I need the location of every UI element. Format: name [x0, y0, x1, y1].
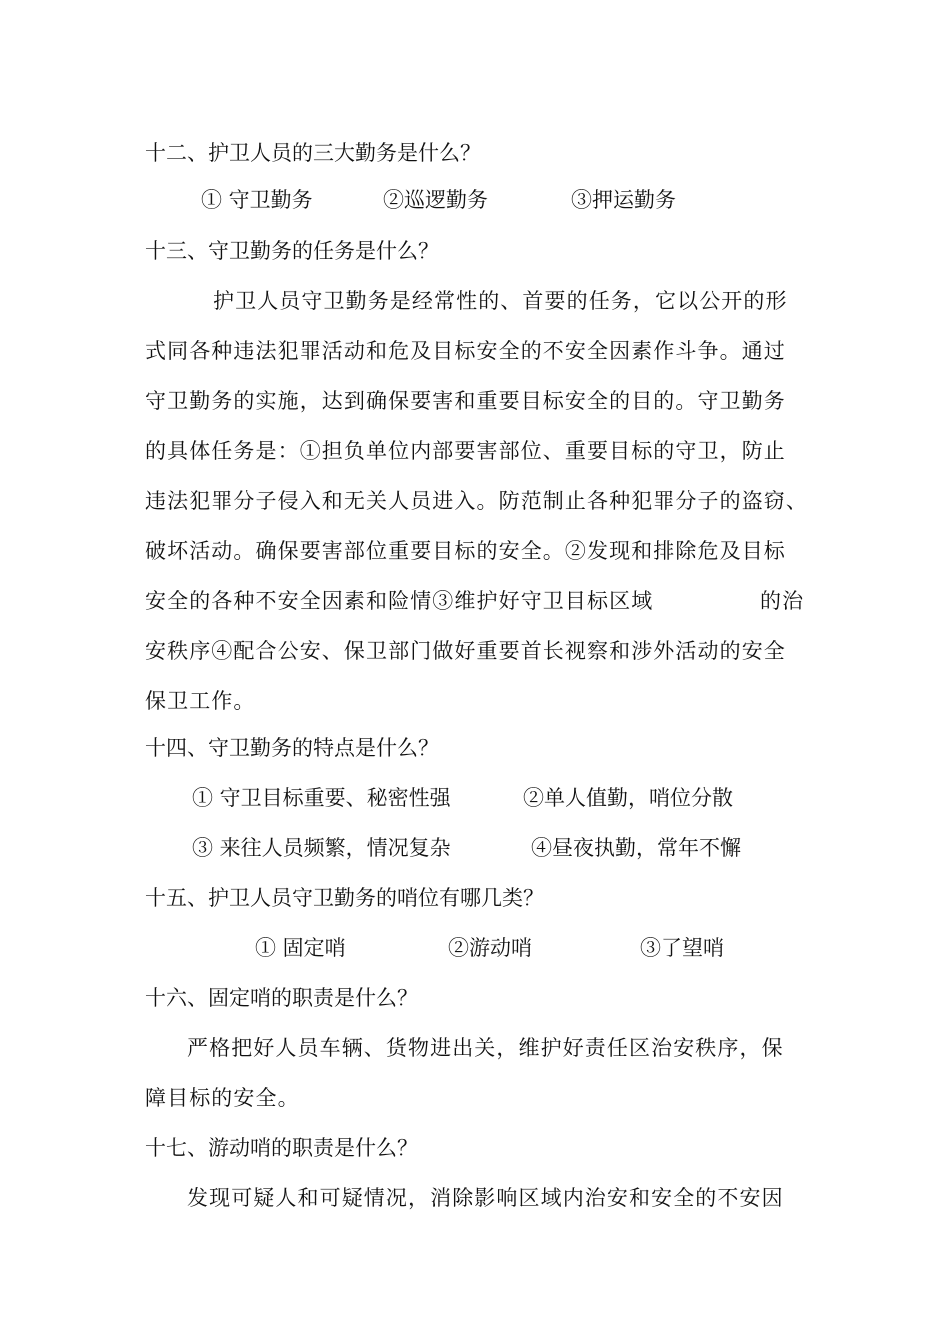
answer-13-line-1: 护卫人员守卫勤务是经常性的、首要的任务，它以公开的形 [213, 289, 788, 313]
option-1: ① 固定哨 [255, 936, 346, 960]
answer-13-line-9: 保卫工作。 [145, 689, 256, 713]
option-2: ②游动哨 [448, 936, 532, 960]
option-3: ③押运勤务 [571, 188, 676, 212]
option-2: ②巡逻勤务 [383, 188, 488, 212]
answer-13-line-8: 安秩序④配合公安、保卫部门做好重要首长视察和涉外活动的安全 [145, 639, 786, 663]
question-13-title: 十三、守卫勤务的任务是什么？ [145, 239, 439, 263]
option-1: ① 守卫勤务 [201, 188, 313, 212]
question-15-title: 十五、护卫人员守卫勤务的哨位有哪几类？ [145, 886, 544, 910]
answer-13-line-7-start: 安全的各种不安全因素和险情③维护好守卫目标区域 [145, 589, 654, 613]
option-3: ③了望哨 [640, 936, 724, 960]
answer-17-line-1: 发现可疑人和可疑情况，消除影响区域内治安和安全的不安因 [187, 1186, 784, 1210]
option-4: ④昼夜执勤，常年不懈 [531, 836, 741, 860]
answer-13-line-2: 式同各种违法犯罪活动和危及目标安全的不安全因素作斗争。通过 [145, 339, 786, 363]
answer-16-line-2: 障目标的安全。 [145, 1086, 300, 1110]
option-3: ③ 来往人员频繁，情况复杂 [192, 836, 451, 860]
question-12-title: 十二、护卫人员的三大勤务是什么？ [145, 141, 481, 165]
answer-13-line-6: 破坏活动。确保要害部位重要目标的安全。②发现和排除危及目标 [145, 539, 786, 563]
question-17-title: 十七、游动哨的职责是什么？ [145, 1136, 418, 1160]
answer-13-line-4: 的具体任务是：①担负单位内部要害部位、重要目标的守卫，防止 [145, 439, 786, 463]
answer-13-line-7-end: 的治 [760, 589, 805, 613]
answer-13-line-5: 违法犯罪分子侵入和无关人员进入。防范制止各种犯罪分子的盗窃、 [145, 489, 808, 513]
question-14-title: 十四、守卫勤务的特点是什么？ [145, 736, 439, 760]
option-1: ① 守卫目标重要、秘密性强 [192, 786, 451, 810]
question-16-title: 十六、固定哨的职责是什么？ [145, 986, 418, 1010]
answer-13-line-3: 守卫勤务的实施，达到确保要害和重要目标安全的目的。守卫勤务 [145, 389, 786, 413]
option-2: ②单人值勤，哨位分散 [523, 786, 733, 810]
answer-16-line-1: 严格把好人员车辆、货物进出关，维护好责任区治安秩序，保 [187, 1036, 784, 1060]
